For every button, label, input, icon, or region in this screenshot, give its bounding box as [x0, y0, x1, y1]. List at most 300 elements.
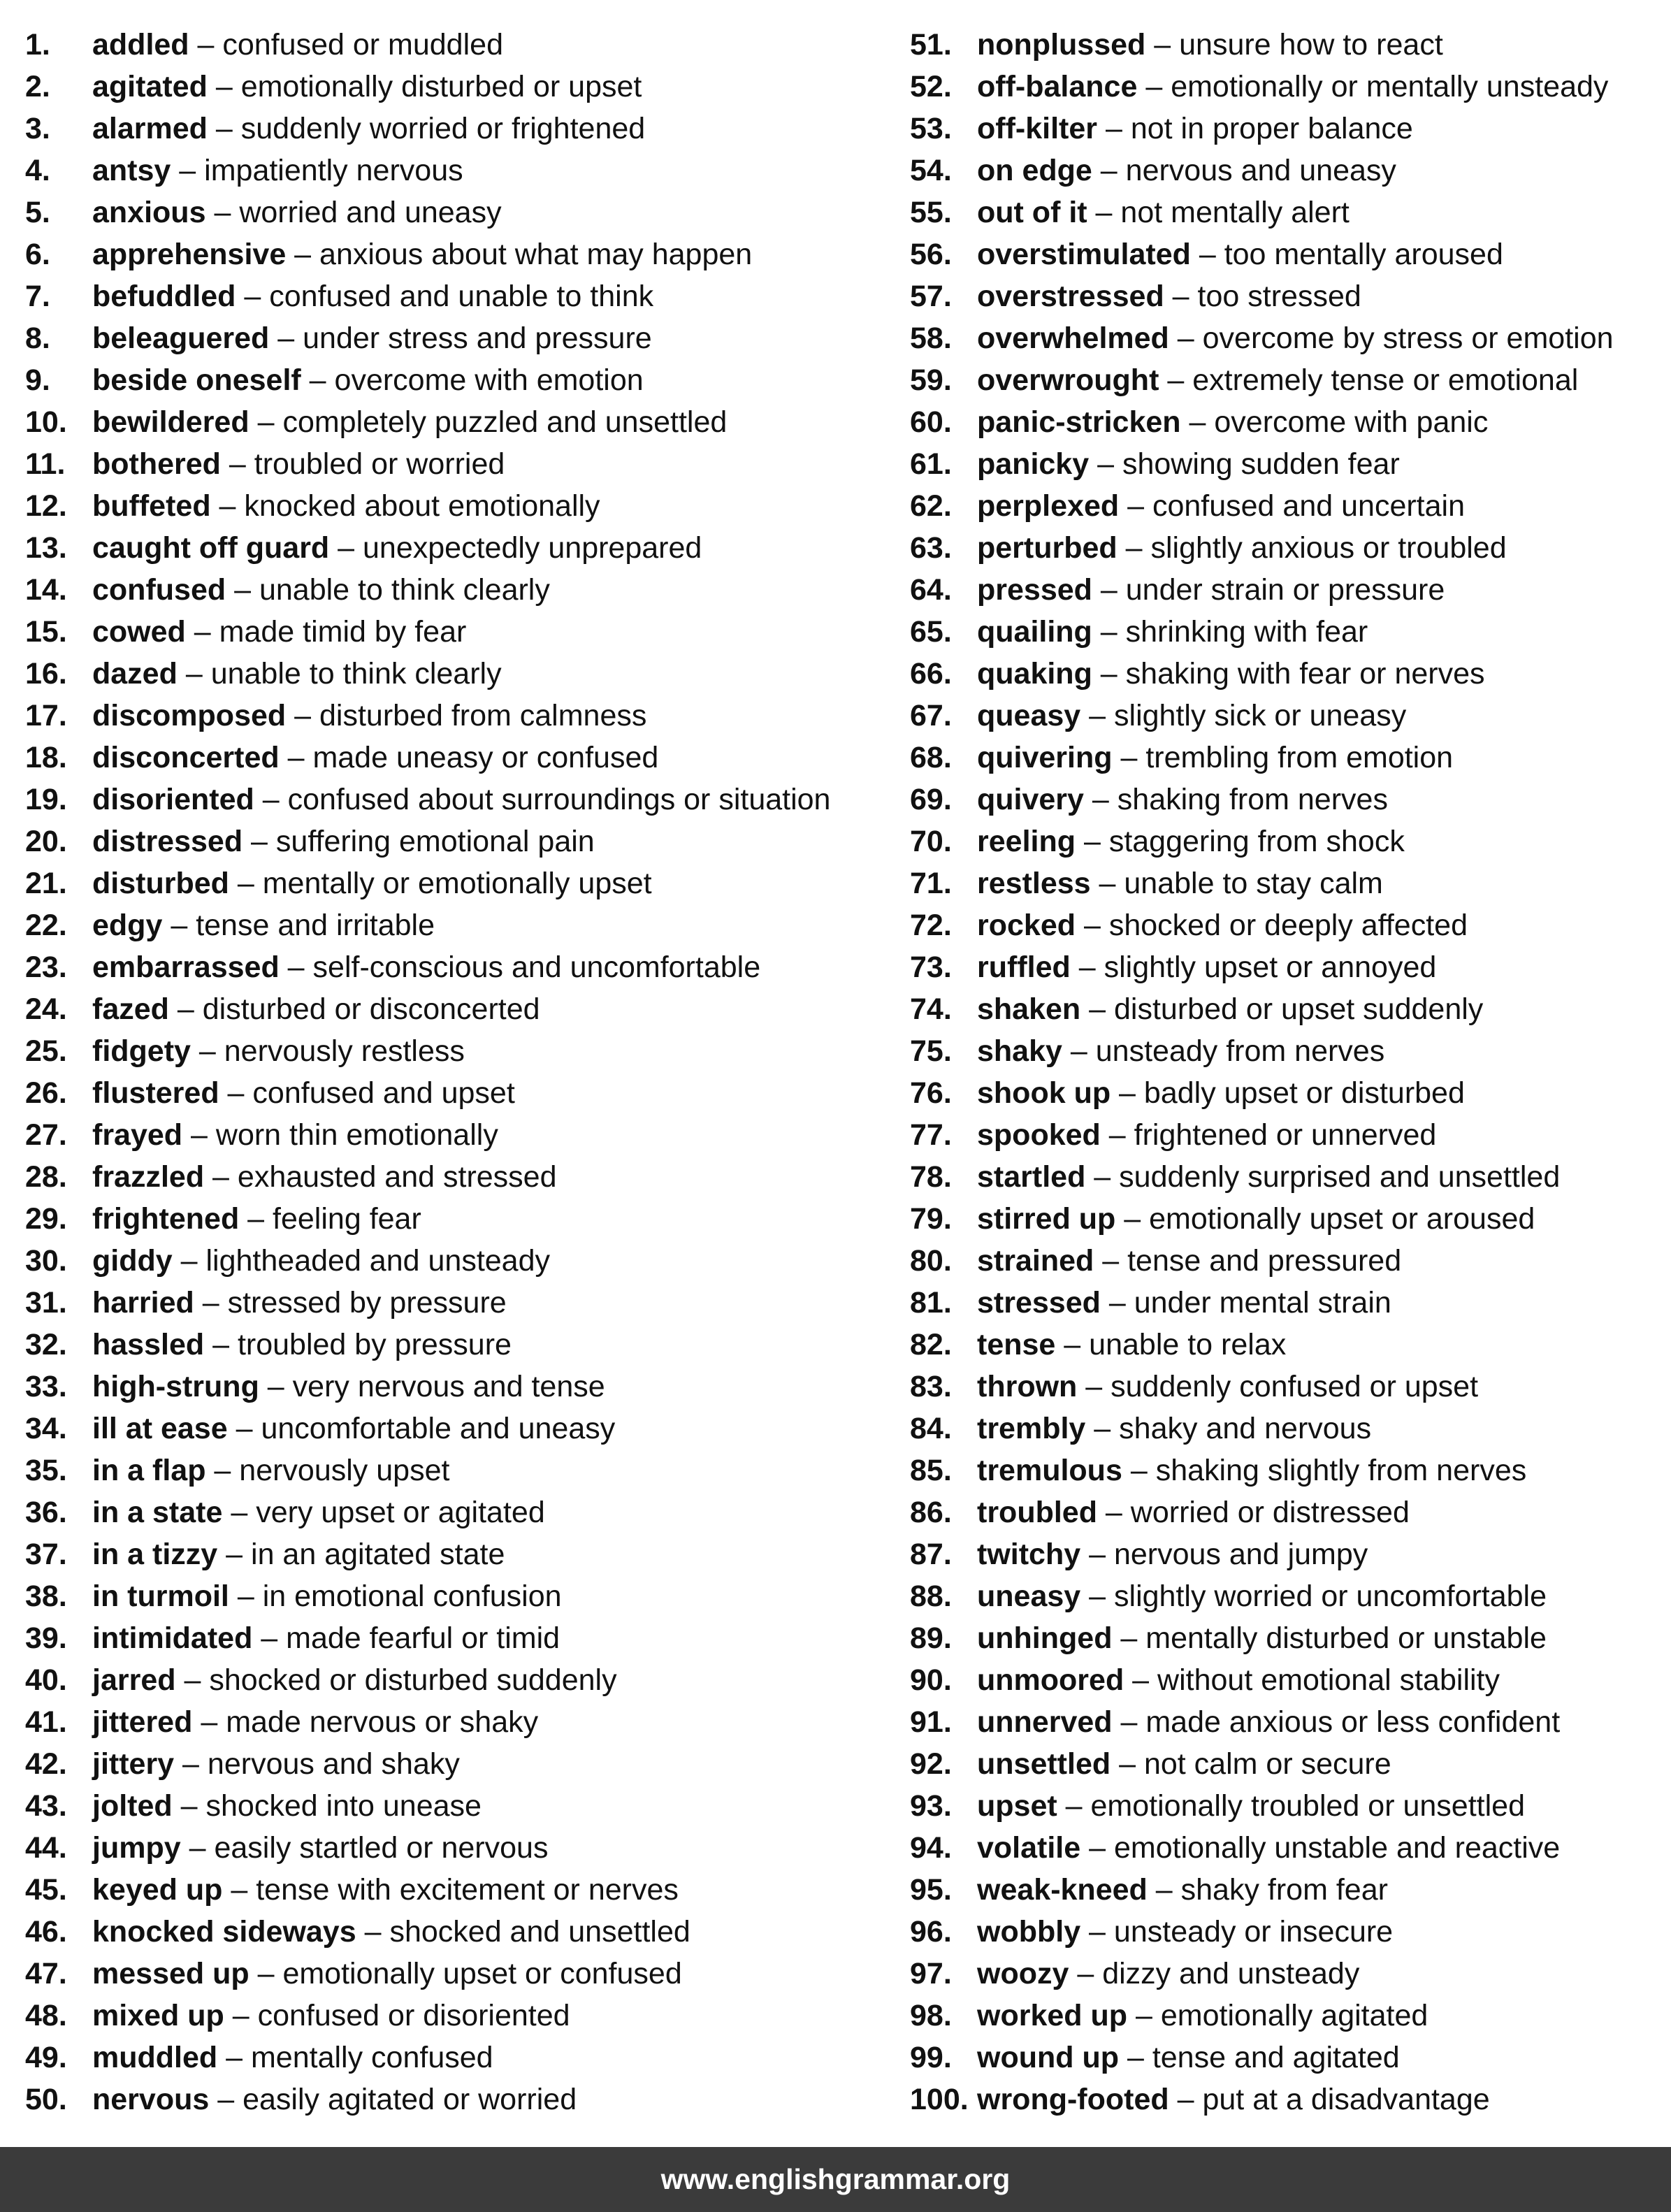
entry-separator: –	[1089, 447, 1122, 481]
entry-separator: –	[162, 909, 196, 942]
entry-term: worked up	[977, 1999, 1128, 2032]
entry-separator: –	[1085, 1412, 1120, 1445]
word-entry	[25, 1869, 885, 1911]
entry-definition: too stressed	[1197, 280, 1361, 313]
entry-definition: worried or distressed	[1130, 1496, 1410, 1529]
entry-term: wound up	[977, 2041, 1119, 2074]
entry-separator: –	[175, 1663, 210, 1697]
word-entry	[910, 1324, 1658, 1366]
entry-term: weak-kneed	[977, 1873, 1148, 1907]
entry-separator: –	[174, 1747, 208, 1781]
entry-separator: –	[1164, 280, 1198, 313]
entry-definition: unable to think clearly	[210, 657, 502, 691]
entry-separator: –	[1159, 363, 1193, 397]
entry-number: 81.	[910, 1286, 952, 1320]
entry-definition: suddenly worried or frightened	[240, 112, 646, 145]
entry-term: unsettled	[977, 1747, 1111, 1781]
entry-number: 98.	[910, 1999, 952, 2032]
entry-definition: shocked into unease	[205, 1789, 482, 1823]
entry-term: shook up	[977, 1076, 1111, 1110]
entry-term: startled	[977, 1160, 1086, 1194]
entry-number: 29.	[25, 1202, 67, 1236]
entry-separator: –	[1069, 1957, 1103, 1990]
entry-number: 33.	[25, 1370, 67, 1403]
entry-number: 4.	[25, 154, 50, 187]
entry-separator: –	[205, 196, 240, 229]
entry-definition: self-conscious and uncomfortable	[312, 950, 761, 984]
entry-separator: –	[207, 70, 241, 103]
entry-definition: shocked or deeply affected	[1108, 909, 1468, 942]
entry-separator: –	[252, 1621, 287, 1655]
entry-term: harried	[92, 1286, 194, 1320]
entry-definition: shocked and unsettled	[389, 1915, 690, 1949]
entry-term: giddy	[92, 1244, 173, 1278]
entry-number: 67.	[910, 699, 952, 732]
entry-term: buffeted	[92, 489, 211, 523]
entry-term: high-strung	[92, 1370, 259, 1403]
entry-number: 91.	[910, 1705, 952, 1739]
entry-term: panic-stricken	[977, 405, 1181, 439]
word-entry	[910, 317, 1658, 359]
entry-term: dazed	[92, 657, 178, 691]
entry-term: jumpy	[92, 1831, 181, 1865]
entry-term: overwrought	[977, 363, 1159, 397]
entry-definition: knocked about emotionally	[244, 489, 600, 523]
entry-definition: shocked or disturbed suddenly	[209, 1663, 617, 1697]
entry-number: 56.	[910, 238, 952, 271]
entry-separator: –	[1180, 405, 1215, 439]
entry-definition: not in proper balance	[1130, 112, 1413, 145]
word-entry	[25, 1701, 885, 1743]
entry-separator: –	[1100, 1286, 1134, 1320]
word-entry	[910, 1995, 1658, 2037]
entry-definition: confused about surroundings or situation	[287, 783, 831, 816]
word-entry	[25, 108, 885, 150]
entry-definition: extremely tense or emotional	[1192, 363, 1579, 397]
entry-definition: shaking slightly from nerves	[1155, 1454, 1527, 1487]
word-entry	[25, 988, 885, 1030]
entry-separator: –	[180, 1831, 215, 1865]
entry-term: jarred	[92, 1663, 176, 1697]
entry-separator: –	[279, 950, 313, 984]
entry-number: 49.	[25, 2041, 67, 2074]
entry-number: 38.	[25, 1580, 67, 1613]
entry-term: ruffled	[977, 950, 1071, 984]
entry-definition: dizzy and unsteady	[1102, 1957, 1360, 1990]
entry-separator: –	[269, 321, 303, 355]
word-entry	[910, 1282, 1658, 1324]
word-entry	[25, 443, 885, 485]
entry-definition: emotionally disturbed or upset	[240, 70, 642, 103]
entry-separator: –	[1092, 615, 1126, 649]
entry-separator: –	[172, 1789, 206, 1823]
entry-separator: –	[1097, 112, 1131, 145]
entry-separator: –	[1092, 657, 1126, 691]
word-entry	[25, 233, 885, 275]
entry-definition: disturbed or disconcerted	[202, 992, 540, 1026]
entry-definition: overcome with emotion	[334, 363, 644, 397]
entry-separator: –	[209, 2083, 243, 2116]
word-entry	[25, 821, 885, 862]
entry-number: 64.	[910, 573, 952, 607]
entry-number: 68.	[910, 741, 952, 774]
word-entry	[25, 24, 885, 66]
entry-number: 26.	[25, 1076, 67, 1110]
word-entry	[910, 359, 1658, 401]
word-entry	[910, 401, 1658, 443]
entry-separator: –	[1124, 1663, 1158, 1697]
word-entry	[25, 695, 885, 737]
word-entry	[25, 1450, 885, 1491]
entry-term: messed up	[92, 1957, 249, 1990]
entry-number: 84.	[910, 1412, 952, 1445]
entry-separator: –	[224, 1999, 258, 2032]
entry-number: 12.	[25, 489, 67, 523]
entry-term: disturbed	[92, 867, 229, 900]
word-entry	[25, 1911, 885, 1953]
entry-term: hassled	[92, 1328, 205, 1361]
entry-separator: –	[243, 825, 276, 858]
word-entry	[910, 737, 1658, 779]
entry-definition: confused and upset	[252, 1076, 515, 1110]
entry-separator: –	[1080, 1831, 1114, 1865]
entry-number: 48.	[25, 1999, 67, 2032]
entry-definition: in an agitated state	[251, 1538, 505, 1571]
entry-number: 18.	[25, 741, 67, 774]
word-entry	[25, 191, 885, 233]
entry-definition: emotionally agitated	[1160, 1999, 1428, 2032]
entry-separator: –	[1085, 1160, 1120, 1194]
entry-number: 65.	[910, 615, 952, 649]
entry-term: spooked	[977, 1118, 1101, 1152]
entry-term: jittered	[92, 1705, 193, 1739]
entry-number: 51.	[910, 28, 952, 62]
entry-definition: disturbed from calmness	[319, 699, 647, 732]
entry-number: 86.	[910, 1496, 952, 1529]
entry-separator: –	[1145, 28, 1180, 62]
entry-number: 69.	[910, 783, 952, 816]
word-entry	[25, 653, 885, 695]
footer-bar	[0, 2147, 1671, 2212]
entry-term: twitchy	[977, 1538, 1081, 1571]
entry-separator: –	[286, 238, 320, 271]
entry-number: 53.	[910, 112, 952, 145]
entry-separator: –	[220, 447, 254, 481]
entry-separator: –	[222, 1496, 256, 1529]
entry-term: nervous	[92, 2083, 210, 2116]
entry-separator: –	[1117, 531, 1151, 565]
entry-term: volatile	[977, 1831, 1081, 1865]
word-entry	[25, 1827, 885, 1869]
word-entry	[25, 527, 885, 569]
entry-definition: lightheaded and unsteady	[205, 1244, 551, 1278]
entry-definition: without emotional stability	[1157, 1663, 1500, 1697]
word-entry	[910, 1785, 1658, 1827]
entry-term: quivering	[977, 741, 1113, 774]
entry-term: perplexed	[977, 489, 1120, 523]
entry-definition: suddenly surprised and unsettled	[1119, 1160, 1561, 1194]
entry-separator: –	[189, 28, 223, 62]
word-entry	[910, 24, 1658, 66]
entry-number: 71.	[910, 867, 952, 900]
entry-separator: –	[190, 1034, 224, 1068]
entry-term: beside oneself	[92, 363, 301, 397]
word-entry	[910, 443, 1658, 485]
entry-definition: tense and irritable	[196, 909, 435, 942]
word-entry	[910, 1533, 1658, 1575]
entry-number: 89.	[910, 1621, 952, 1655]
entry-number: 14.	[25, 573, 67, 607]
word-entry	[25, 2079, 885, 2120]
entry-term: in a flap	[92, 1454, 206, 1487]
entry-separator: –	[1080, 1915, 1114, 1949]
word-entry	[910, 988, 1658, 1030]
entry-definition: confused and uncertain	[1152, 489, 1466, 523]
entry-separator: –	[217, 2041, 251, 2074]
entry-definition: troubled by pressure	[237, 1328, 512, 1361]
entry-separator: –	[356, 1915, 390, 1949]
entry-number: 95.	[910, 1873, 952, 1907]
entry-definition: staggering from shock	[1108, 825, 1405, 858]
entry-term: overstimulated	[977, 238, 1191, 271]
word-entry	[25, 1408, 885, 1450]
entry-term: alarmed	[92, 112, 208, 145]
entry-definition: mentally disturbed or unstable	[1145, 1621, 1547, 1655]
entry-number: 47.	[25, 1957, 67, 1990]
entry-separator: –	[207, 112, 241, 145]
entry-number: 11.	[25, 447, 66, 481]
word-entry	[910, 1072, 1658, 1114]
word-entry	[910, 1659, 1658, 1701]
entry-number: 96.	[910, 1915, 952, 1949]
entry-term: fidgety	[92, 1034, 191, 1068]
entry-number: 99.	[910, 2041, 952, 2074]
entry-term: keyed up	[92, 1873, 223, 1907]
entry-number: 45.	[25, 1873, 67, 1907]
word-entry	[25, 1030, 885, 1072]
entry-separator: –	[210, 489, 245, 523]
entry-separator: –	[1087, 196, 1121, 229]
entry-definition: emotionally upset or aroused	[1149, 1202, 1535, 1236]
word-entry	[910, 1450, 1658, 1491]
entry-term: jittery	[92, 1747, 175, 1781]
word-entry	[910, 1743, 1658, 1785]
word-entry	[910, 66, 1658, 108]
entry-term: thrown	[977, 1370, 1078, 1403]
entry-separator: –	[1119, 489, 1152, 523]
entry-definition: made uneasy or confused	[312, 741, 659, 774]
entry-term: troubled	[977, 1496, 1097, 1529]
word-entry	[25, 862, 885, 904]
entry-separator: –	[1122, 1454, 1156, 1487]
word-entry	[25, 1659, 885, 1701]
entry-number: 9.	[25, 363, 50, 397]
word-entry	[25, 1198, 885, 1240]
word-entry	[910, 275, 1658, 317]
entry-separator: –	[1080, 699, 1115, 732]
entry-separator: –	[1147, 1873, 1181, 1907]
entry-number: 3.	[25, 112, 50, 145]
entry-number: 60.	[910, 405, 952, 439]
entry-separator: –	[219, 1076, 253, 1110]
entry-term: restless	[977, 867, 1091, 900]
word-entry	[25, 1072, 885, 1114]
entry-term: trembly	[977, 1412, 1086, 1445]
entry-definition: easily startled or nervous	[214, 1831, 549, 1865]
entry-definition: not calm or secure	[1143, 1747, 1391, 1781]
entry-definition: unable to think clearly	[259, 573, 550, 607]
entry-definition: worn thin emotionally	[215, 1118, 498, 1152]
entry-term: confused	[92, 573, 226, 607]
entry-definition: shaky and nervous	[1119, 1412, 1372, 1445]
word-entry	[25, 1114, 885, 1156]
entry-definition: overcome with panic	[1214, 405, 1489, 439]
entry-number: 85.	[910, 1454, 952, 1487]
entry-separator: –	[168, 992, 203, 1026]
entry-term: rocked	[977, 909, 1076, 942]
entry-term: addled	[92, 28, 189, 62]
entry-term: overstressed	[977, 280, 1164, 313]
entry-definition: worried and uneasy	[239, 196, 502, 229]
entry-separator: –	[171, 154, 205, 187]
entry-number: 78.	[910, 1160, 952, 1194]
entry-separator: –	[279, 741, 313, 774]
entry-term: nonplussed	[977, 28, 1146, 62]
word-entry	[25, 1785, 885, 1827]
footer-url: www.englishgrammar.org	[660, 2163, 1011, 2195]
entry-separator: –	[286, 699, 319, 732]
entry-term: stressed	[977, 1286, 1101, 1320]
entry-term: wrong-footed	[977, 2083, 1169, 2116]
word-entry	[910, 233, 1658, 275]
word-entry	[25, 1533, 885, 1575]
entry-number: 13.	[25, 531, 67, 565]
entry-number: 92.	[910, 1747, 952, 1781]
entry-definition: shrinking with fear	[1125, 615, 1368, 649]
entry-definition: anxious about what may happen	[319, 238, 753, 271]
entry-separator: –	[1097, 1496, 1131, 1529]
entry-definition: badly upset or disturbed	[1143, 1076, 1465, 1110]
entry-term: discomposed	[92, 699, 287, 732]
word-entry	[25, 1366, 885, 1408]
entry-separator: –	[239, 1202, 273, 1236]
entry-separator: –	[217, 1538, 252, 1571]
entry-number: 1.	[25, 28, 50, 62]
entry-number: 75.	[910, 1034, 952, 1068]
word-entry	[910, 1491, 1658, 1533]
entry-number: 27.	[25, 1118, 67, 1152]
entry-separator: –	[1137, 70, 1171, 103]
entry-separator: –	[1076, 909, 1109, 942]
entry-definition: in emotional confusion	[262, 1580, 562, 1613]
entry-definition: made timid by fear	[219, 615, 467, 649]
entry-definition: emotionally upset or confused	[282, 1957, 682, 1990]
entry-definition: tense with excitement or nerves	[256, 1873, 679, 1907]
entry-definition: unsteady from nerves	[1095, 1034, 1385, 1068]
entry-number: 72.	[910, 909, 952, 942]
entry-separator: –	[177, 657, 211, 691]
entry-separator: –	[1112, 1621, 1146, 1655]
entry-term: bothered	[92, 447, 221, 481]
entry-separator: –	[1169, 2083, 1203, 2116]
entry-term: in a state	[92, 1496, 223, 1529]
word-entry	[910, 695, 1658, 737]
entry-number: 31.	[25, 1286, 67, 1320]
entry-definition: disturbed or upset suddenly	[1114, 992, 1484, 1026]
entry-term: frayed	[92, 1118, 183, 1152]
entry-definition: made nervous or shaky	[226, 1705, 539, 1739]
entry-separator: –	[1080, 992, 1115, 1026]
entry-number: 16.	[25, 657, 67, 691]
entry-term: ill at ease	[92, 1412, 228, 1445]
entry-term: disconcerted	[92, 741, 280, 774]
word-entry	[910, 904, 1658, 946]
entry-separator: –	[194, 1286, 228, 1320]
entry-term: uneasy	[977, 1580, 1081, 1613]
entry-definition: mentally confused	[250, 2041, 493, 2074]
entry-definition: easily agitated or worried	[243, 2083, 577, 2116]
entry-separator: –	[1090, 867, 1124, 900]
entry-definition: emotionally or mentally unsteady	[1171, 70, 1609, 103]
entry-separator: –	[1100, 1118, 1134, 1152]
entry-separator: –	[1057, 1789, 1091, 1823]
word-entry	[25, 317, 885, 359]
entry-number: 76.	[910, 1076, 952, 1110]
entry-term: frightened	[92, 1202, 240, 1236]
entry-definition: unexpectedly unprepared	[363, 531, 702, 565]
entry-term: wobbly	[977, 1915, 1081, 1949]
entry-definition: too mentally aroused	[1224, 238, 1503, 271]
entry-definition: unable to relax	[1089, 1328, 1287, 1361]
entry-separator: –	[236, 280, 270, 313]
entry-separator: –	[259, 1370, 293, 1403]
entry-separator: –	[182, 1118, 216, 1152]
entry-separator: –	[1080, 1580, 1115, 1613]
entry-definition: made anxious or less confident	[1145, 1705, 1561, 1739]
word-entry	[25, 904, 885, 946]
entry-separator: –	[1092, 573, 1126, 607]
entry-separator: –	[1112, 741, 1146, 774]
entry-definition: nervous and jumpy	[1113, 1538, 1368, 1571]
entry-number: 17.	[25, 699, 67, 732]
entry-definition: suddenly confused or upset	[1111, 1370, 1479, 1403]
entry-number: 2.	[25, 70, 50, 103]
entry-term: unmoored	[977, 1663, 1124, 1697]
word-entry	[910, 108, 1658, 150]
entry-term: reeling	[977, 825, 1076, 858]
entry-term: tremulous	[977, 1454, 1122, 1487]
entry-separator: –	[205, 1454, 240, 1487]
entry-number: 28.	[25, 1160, 67, 1194]
entry-definition: shaky from fear	[1180, 1873, 1388, 1907]
entry-definition: uncomfortable and uneasy	[261, 1412, 616, 1445]
entry-number: 54.	[910, 154, 952, 187]
word-entry	[25, 401, 885, 443]
entry-number: 90.	[910, 1663, 952, 1697]
word-entry	[25, 1575, 885, 1617]
word-entry	[25, 485, 885, 527]
entry-number: 7.	[25, 280, 50, 313]
entry-number: 34.	[25, 1412, 67, 1445]
entry-separator: –	[229, 1580, 263, 1613]
entry-number: 80.	[910, 1244, 952, 1278]
entry-definition: slightly upset or annoyed	[1104, 950, 1437, 984]
word-entry	[910, 611, 1658, 653]
entry-definition: overcome by stress or emotion	[1202, 321, 1614, 355]
entry-definition: very upset or agitated	[256, 1496, 545, 1529]
entry-number: 94.	[910, 1831, 952, 1865]
entry-number: 100.	[910, 2083, 969, 2116]
